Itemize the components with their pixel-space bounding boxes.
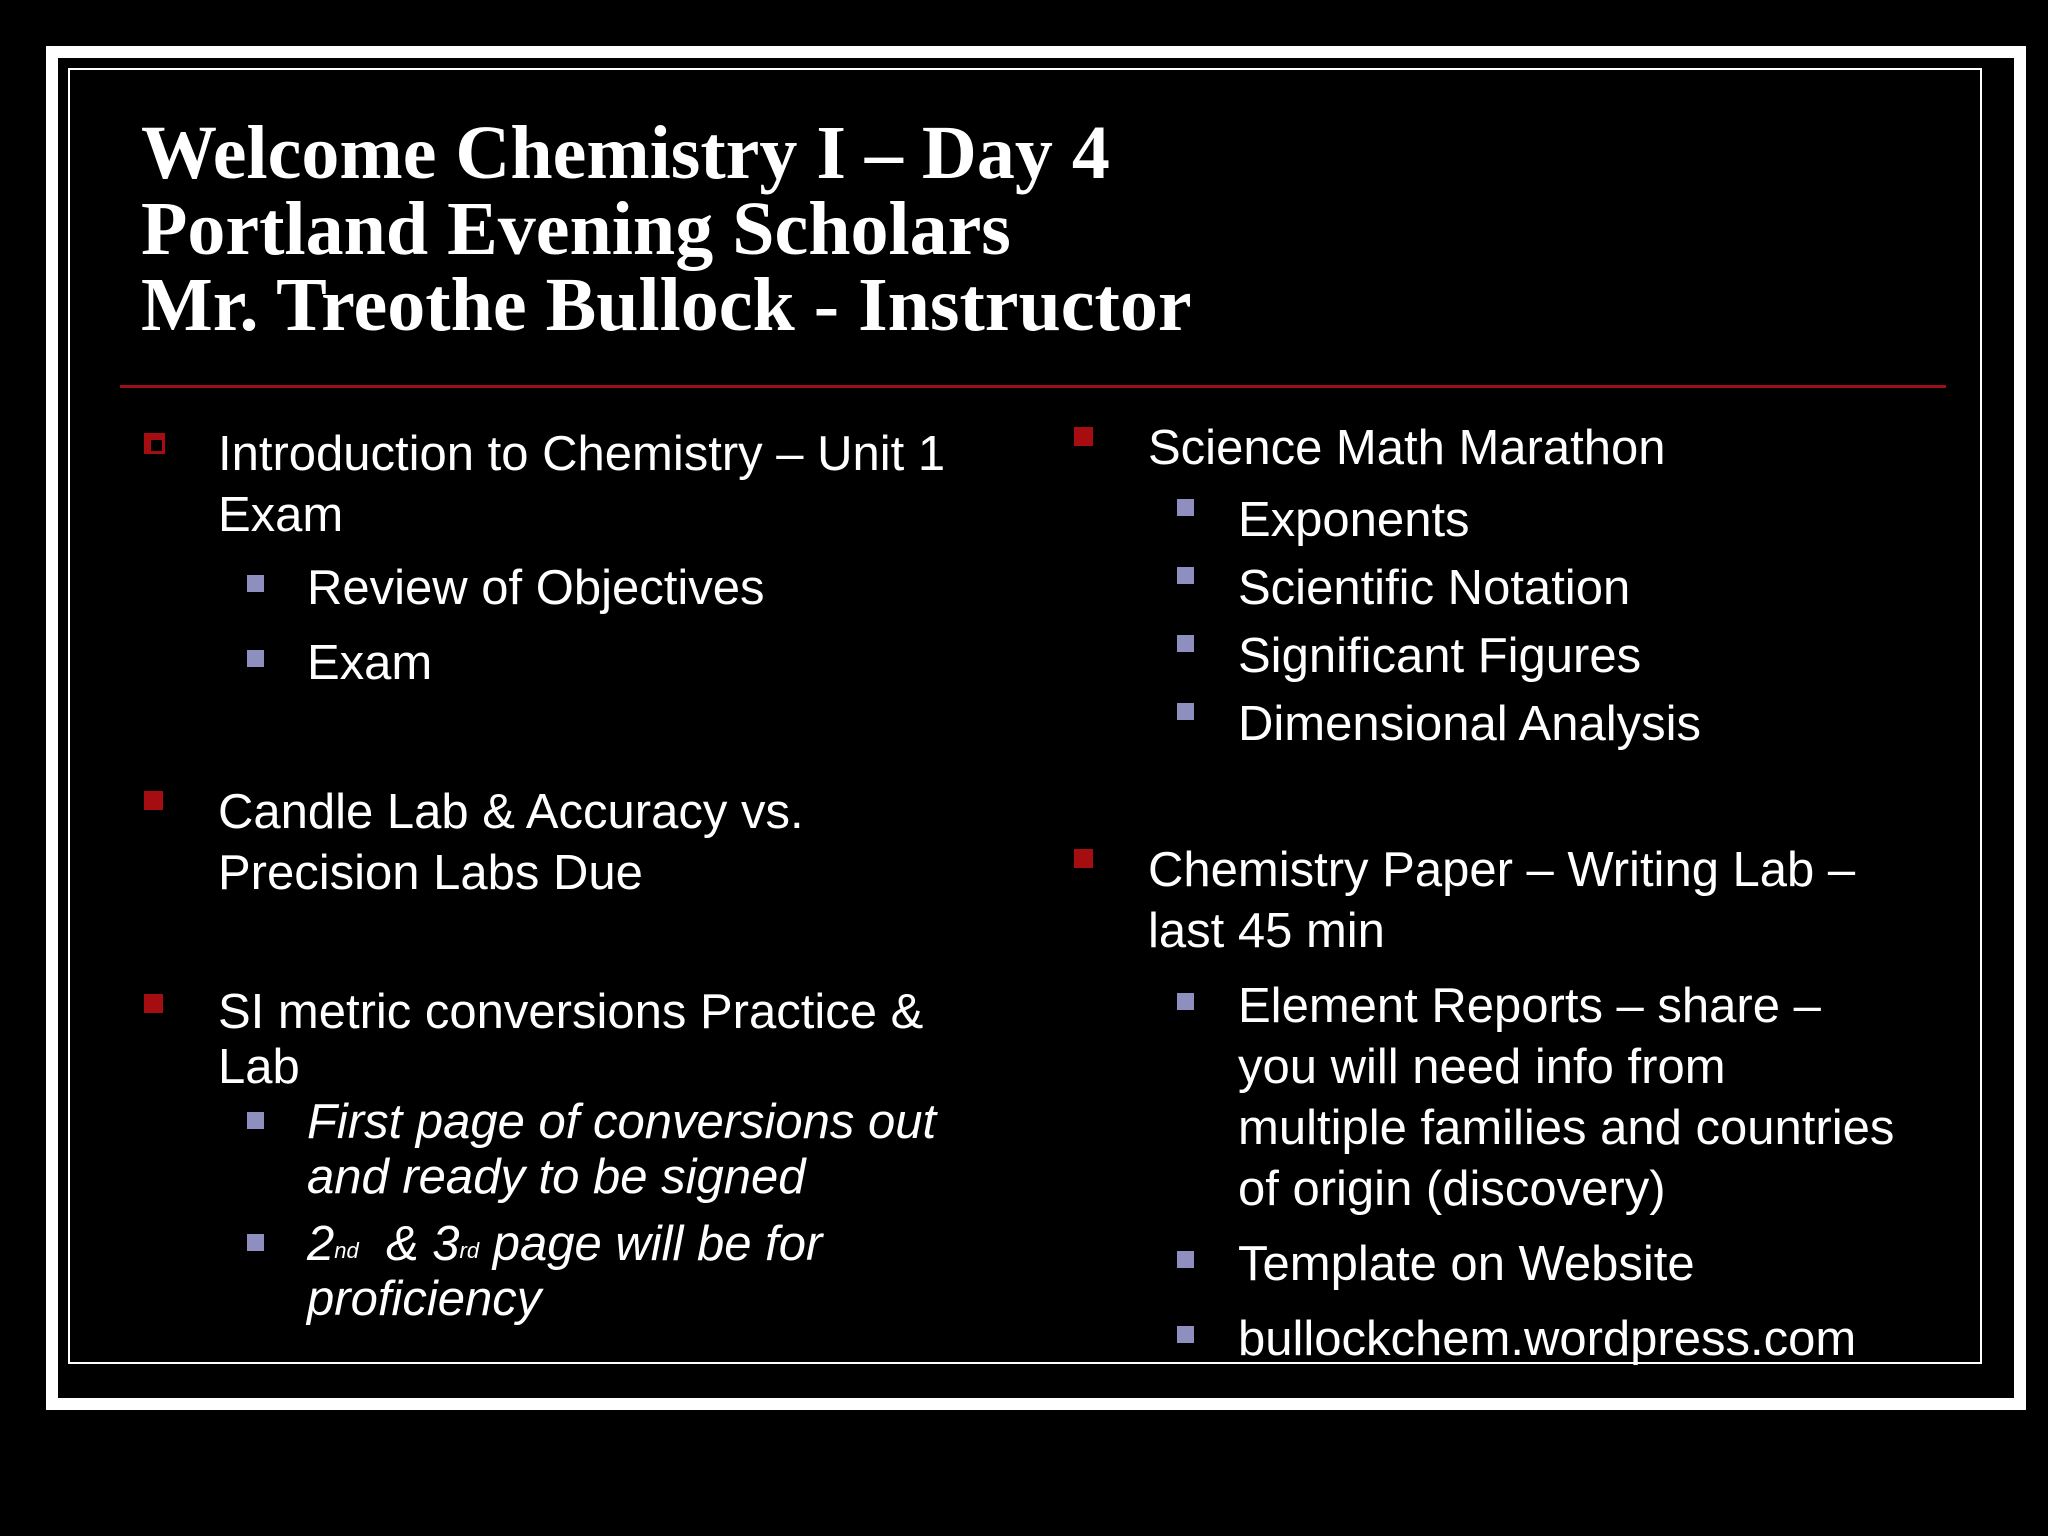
sub-item-dimensional-analysis (1070, 690, 1950, 758)
si-line-1: SI metric conversions Practice & (218, 985, 924, 1039)
square-bullet-icon (144, 791, 163, 810)
first-page-line-1: First page of conversions out (307, 1095, 937, 1149)
candle-line-1: Candle Lab & Accuracy vs. (218, 785, 804, 839)
template-label: Template on Website (1238, 1237, 1695, 1291)
sub-item-second-third-page (140, 1217, 1000, 1327)
sub-item-label: Exponents (1238, 493, 1470, 547)
intro-line-2: Exam (218, 488, 344, 542)
list-item-chemistry-paper (1070, 840, 1950, 962)
square-bullet-icon (144, 994, 163, 1013)
square-bullet-icon (247, 650, 264, 667)
paper-line-1: Chemistry Paper – Writing Lab – (1148, 843, 1856, 897)
intro-line-1: Introduction to Chemistry – Unit 1 (218, 427, 946, 481)
second-third-line-1: 2nd & 3rd page will be for (307, 1217, 823, 1271)
square-bullet-icon (247, 575, 264, 592)
title-divider (120, 385, 1946, 388)
element-reports-line-1: Element Reports – share – (1238, 979, 1821, 1033)
element-reports-line-2: you will need info from (1238, 1040, 1726, 1094)
list-item-candle-lab (140, 782, 1000, 904)
square-bullet-icon (1074, 427, 1093, 446)
sub-item-significant-figures (1070, 622, 1950, 690)
element-reports-line-4: of origin (discovery) (1238, 1162, 1666, 1216)
sub-item-label: Scientific Notation (1238, 561, 1631, 615)
sub-item-exam (140, 633, 1000, 694)
sub-item-review (140, 558, 1000, 619)
square-bullet-icon (1074, 849, 1093, 868)
square-bullet-icon (1177, 1251, 1194, 1268)
sub-item-label: Dimensional Analysis (1238, 697, 1701, 751)
slide-title (141, 111, 1841, 347)
second-third-line-2: proficiency (307, 1272, 542, 1326)
square-bullet-icon (247, 1234, 264, 1251)
sub-item-first-page (140, 1095, 1000, 1205)
right-column (1070, 418, 1950, 1370)
square-bullet-icon (247, 1112, 264, 1129)
square-bullet-icon (1177, 567, 1194, 584)
list-item-si-metric (140, 985, 1000, 1095)
website-label: bullockchem.wordpress.com (1238, 1312, 1857, 1366)
left-column (140, 424, 1000, 1327)
square-bullet-icon (1177, 635, 1194, 652)
title-line-2: Portland Evening Scholars (141, 187, 1011, 271)
candle-line-2: Precision Labs Due (218, 846, 643, 900)
sub-item-website (1070, 1309, 1950, 1370)
list-item-math-marathon (1070, 418, 1950, 479)
sub-item-template (1070, 1234, 1950, 1295)
title-line-3: Mr. Treothe Bullock - Instructor (141, 263, 1192, 347)
sub-item-scientific-notation (1070, 554, 1950, 622)
si-line-2: Lab (218, 1040, 300, 1094)
sub-item-label: Review of Objectives (307, 561, 765, 615)
marathon-label: Science Math Marathon (1148, 421, 1666, 475)
title-line-1: Welcome Chemistry I – Day 4 (141, 111, 1110, 195)
square-bullet-icon (1177, 499, 1194, 516)
paper-line-2: last 45 min (1148, 904, 1385, 958)
sub-item-label: Significant Figures (1238, 629, 1642, 683)
square-bullet-icon (1177, 703, 1194, 720)
list-item-intro (140, 424, 1000, 546)
hollow-square-bullet-icon (144, 433, 165, 454)
element-reports-line-3: multiple families and countries (1238, 1101, 1895, 1155)
sub-item-label: Exam (307, 636, 433, 690)
sub-item-exponents (1070, 486, 1950, 554)
square-bullet-icon (1177, 1326, 1194, 1343)
sub-item-element-reports (1070, 976, 1950, 1220)
square-bullet-icon (1177, 993, 1194, 1010)
first-page-line-2: and ready to be signed (307, 1150, 806, 1204)
